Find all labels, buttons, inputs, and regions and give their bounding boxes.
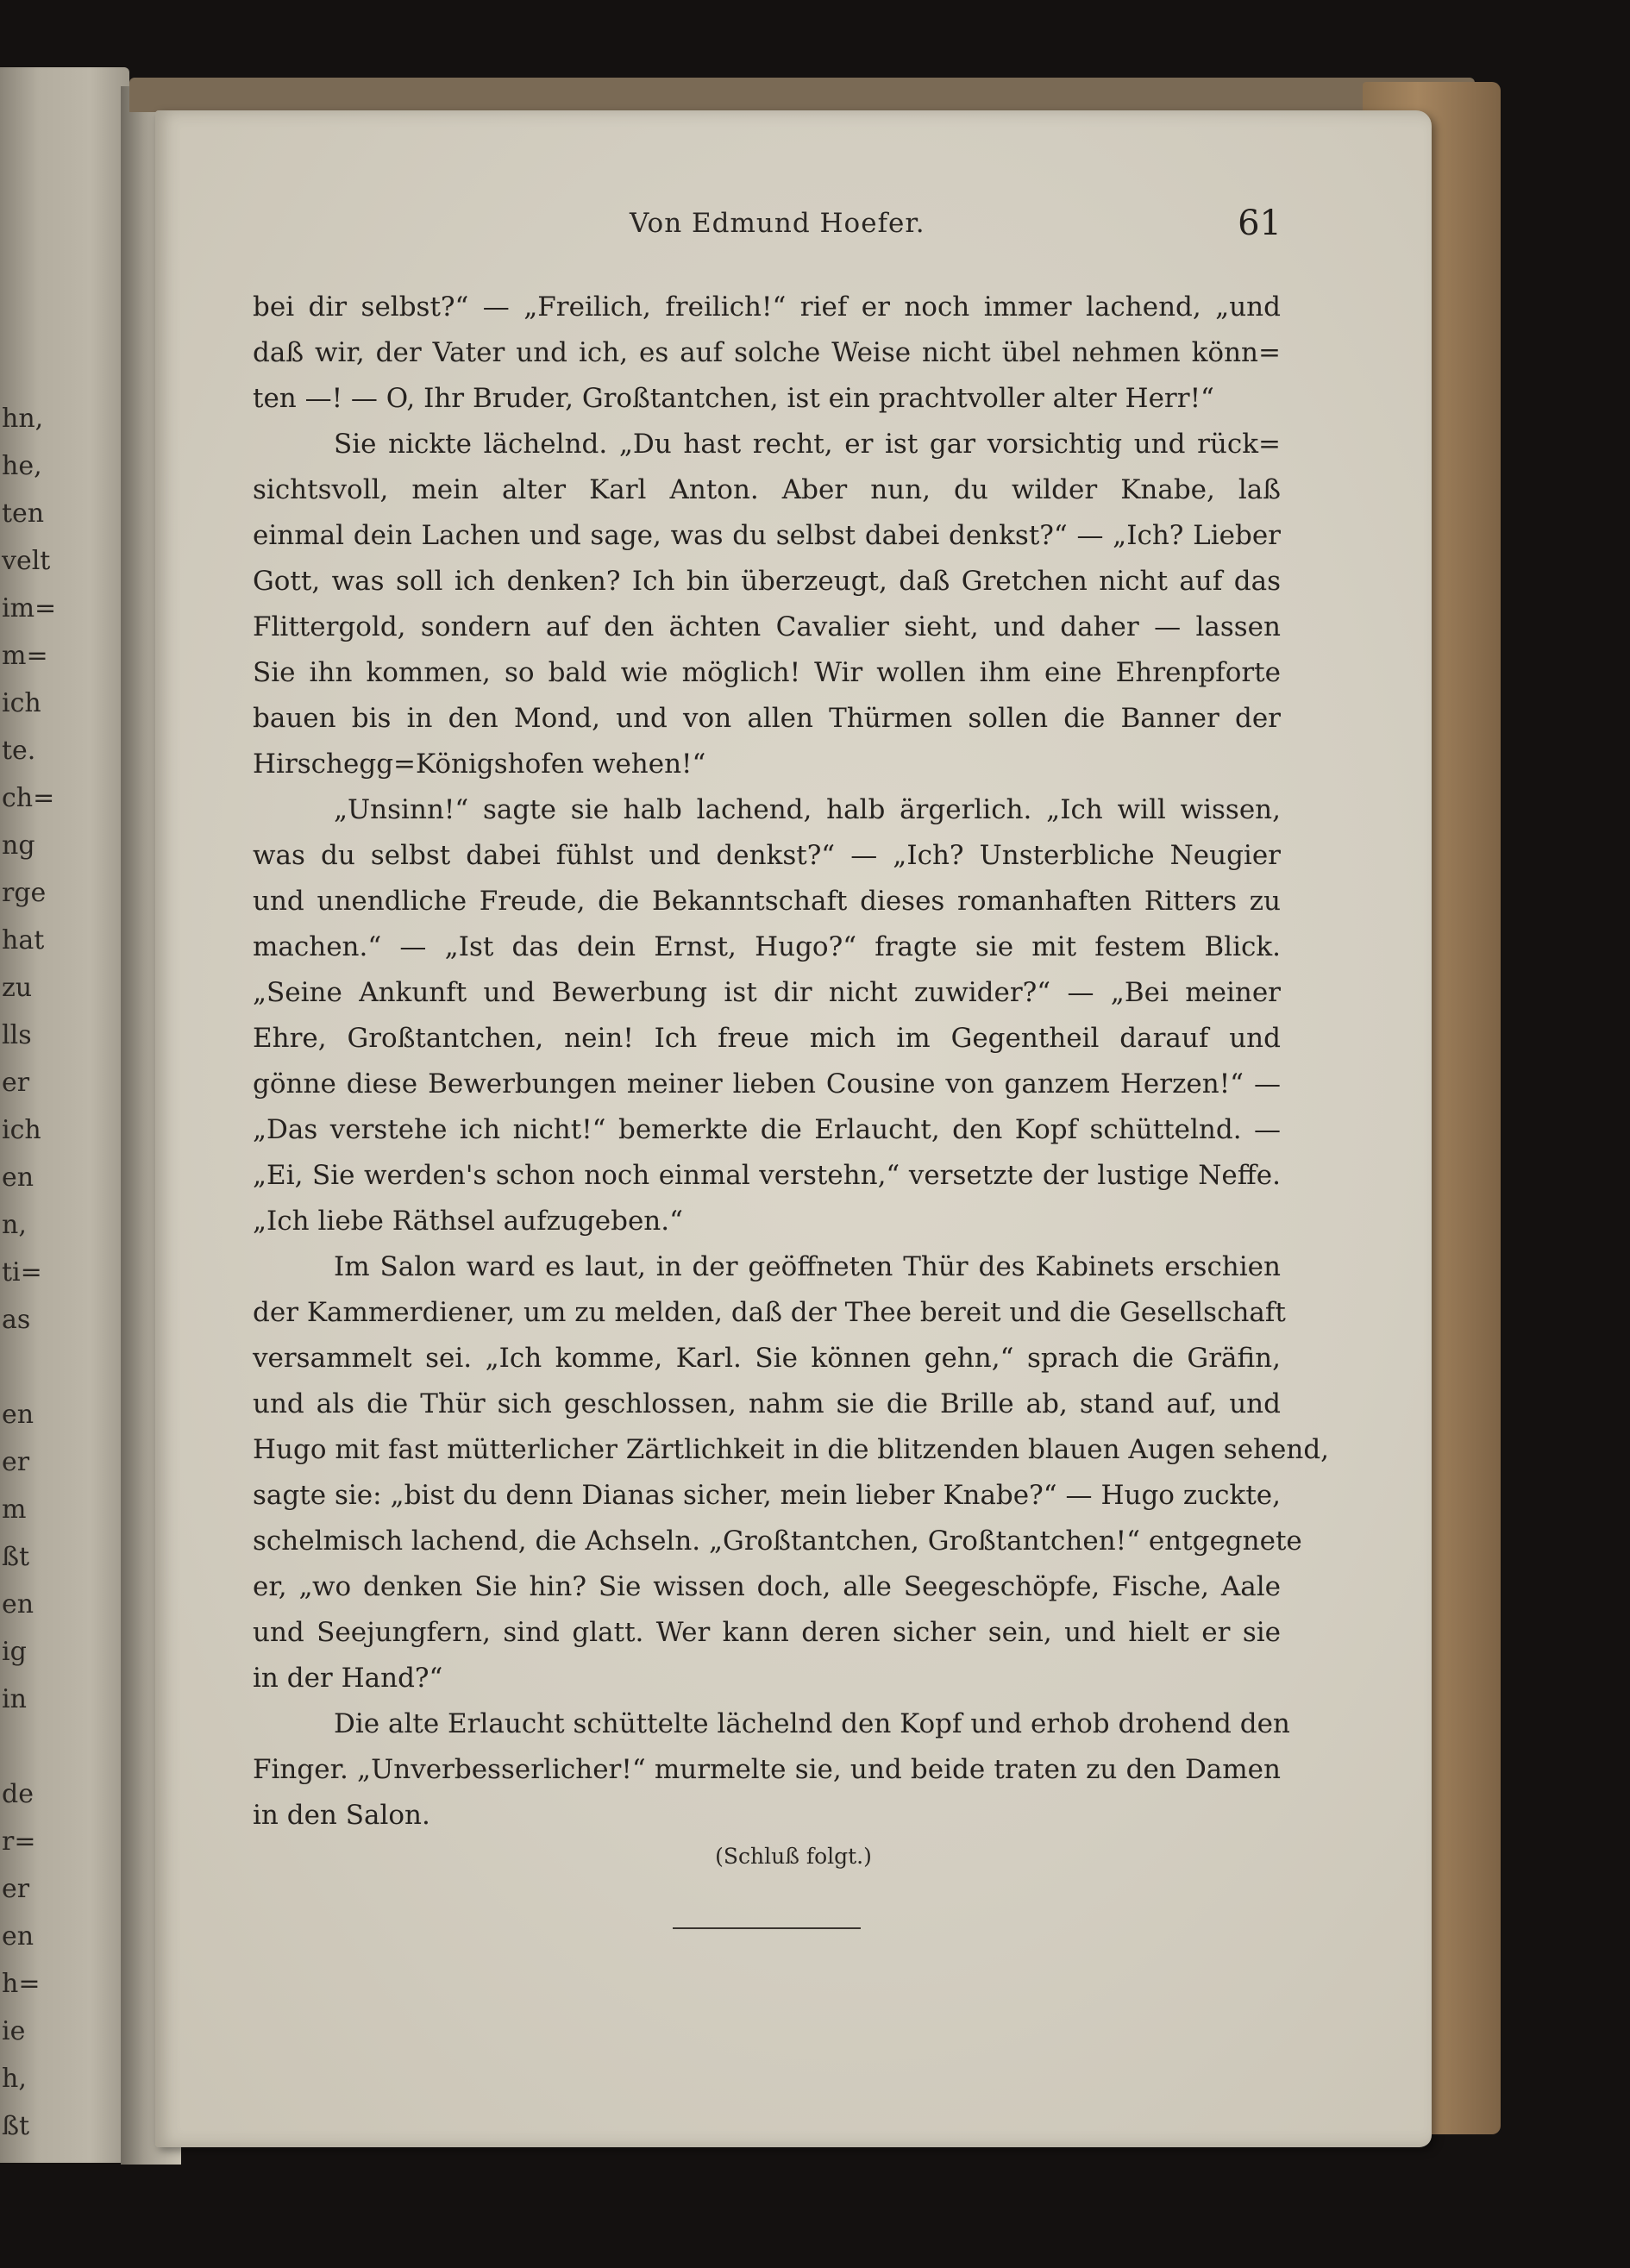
text-line: und als die Thür sich geschlossen, nahm sie die Brille ab, stand auf, und bbox=[253, 1388, 1281, 1419]
left-fragment: as bbox=[2, 1305, 31, 1335]
text-line: Sie nickte lächelnd. „Du hast recht, er ist gar vorsichtig und rück= bbox=[334, 429, 1281, 460]
text-line: Finger. „Unverbesserlicher!“ murmelte sie, und beide traten zu den Damen bbox=[253, 1754, 1281, 1785]
text-line: in den Salon. bbox=[253, 1800, 430, 1831]
text-line: „Das verstehe ich nicht!“ bemerkte die Erlaucht, den Kopf schüttelnd. — bbox=[253, 1114, 1281, 1145]
left-fragment: er bbox=[2, 1874, 30, 1904]
left-fragment: ig bbox=[2, 1637, 27, 1667]
text-line: „Seine Ankunft und Bewerbung ist dir nicht zuwider?“ — „Bei meiner bbox=[253, 977, 1281, 1008]
text-line: Sie ihn kommen, so bald wie möglich! Wir wollen ihm eine Ehrenpforte bbox=[253, 657, 1281, 688]
end-rule bbox=[673, 1927, 861, 1929]
text-line: versammelt sei. „Ich komme, Karl. Sie können gehn,“ sprach die Gräfin, bbox=[253, 1343, 1281, 1374]
text-line: sagte sie: „bist du denn Dianas sicher, mein lieber Knabe?“ — Hugo zuckte, bbox=[253, 1480, 1281, 1511]
body-text bbox=[253, 285, 1330, 1839]
left-fragment: en bbox=[2, 1921, 34, 1952]
left-fragment: ie bbox=[2, 2016, 26, 2046]
text-line: ten —! — O, Ihr Bruder, Großtantchen, ist ein prachtvoller alter Herr!“ bbox=[253, 383, 1214, 414]
left-fragment bbox=[2, 1723, 36, 1770]
left-fragment: en bbox=[2, 1589, 34, 1620]
left-fragment: hn, bbox=[2, 404, 44, 434]
left-fragment: velt bbox=[2, 546, 51, 576]
left-fragment: m= bbox=[2, 641, 48, 671]
left-fragment: ich bbox=[2, 688, 41, 718]
text-line: und unendliche Freude, die Bekanntschaft dieses romanhaften Ritters zu bbox=[253, 886, 1281, 917]
left-fragment: er bbox=[2, 1068, 30, 1098]
left-fragment: en bbox=[2, 1162, 34, 1193]
left-fragment: ti= bbox=[2, 1257, 42, 1287]
left-fragment: im= bbox=[2, 593, 57, 623]
left-fragment: ch= bbox=[2, 783, 55, 813]
left-fragment: rge bbox=[2, 878, 47, 908]
text-line: „Unsinn!“ sagte sie halb lachend, halb ärgerlich. „Ich will wissen, bbox=[334, 794, 1281, 825]
text-line: und Seejungfern, sind glatt. Wer kann deren sicher sein, und hielt er sie bbox=[253, 1617, 1281, 1648]
left-fragment bbox=[2, 1344, 36, 1391]
text-line: bauen bis in den Mond, und von allen Thürmen sollen die Banner der bbox=[253, 703, 1281, 734]
left-fragment: ßt bbox=[2, 1542, 30, 1572]
text-line: Hugo mit fast mütterlicher Zärtlichkeit in die blitzenden blauen Augen sehend, bbox=[253, 1434, 1330, 1465]
text-line: Die alte Erlaucht schüttelte lächelnd den Kopf und erhob drohend den bbox=[334, 1708, 1290, 1739]
left-fragment: h= bbox=[2, 1969, 41, 1999]
left-fragment: de bbox=[2, 1779, 34, 1809]
left-fragment: ng bbox=[2, 830, 35, 861]
left-fragment: ich bbox=[2, 1115, 41, 1145]
text-line: er, „wo denken Sie hin? Sie wissen doch, alle Seegeschöpfe, Fische, Aale bbox=[253, 1571, 1281, 1602]
text-line: „Ei, Sie werden's schon noch einmal verstehn,“ versetzte der lustige Neffe. bbox=[253, 1160, 1281, 1191]
left-fragment: lls bbox=[2, 1020, 32, 1050]
text-line: bei dir selbst?“ — „Freilich, freilich!“ rief er noch immer lachend, „und bbox=[253, 291, 1281, 323]
running-head: Von Edmund Hoefer. bbox=[630, 208, 925, 239]
cover-top-edge bbox=[129, 78, 1475, 112]
left-page-text-fragments bbox=[2, 395, 57, 2150]
continued-note: (Schluß folgt.) bbox=[715, 1844, 872, 1869]
text-line: Hirschegg=Königshofen wehen!“ bbox=[253, 749, 706, 780]
text-line: Ehre, Großtantchen, nein! Ich freue mich im Gegentheil darauf und bbox=[253, 1023, 1281, 1054]
left-facing-page bbox=[0, 67, 129, 2163]
text-line: schelmisch lachend, die Achseln. „Großtantchen, Großtantchen!“ entgegnete bbox=[253, 1526, 1302, 1557]
left-fragment: n, bbox=[2, 1210, 27, 1240]
text-line: einmal dein Lachen und sage, was du selbst dabei denkst?“ — „Ich? Lieber bbox=[253, 520, 1281, 551]
left-fragment: h, bbox=[2, 2064, 27, 2094]
text-line: daß wir, der Vater und ich, es auf solche Weise nicht übel nehmen könn= bbox=[253, 337, 1281, 368]
text-line: was du selbst dabei fühlst und denkst?“ — „Ich? Unsterbliche Neugier bbox=[253, 840, 1281, 871]
left-fragment: en bbox=[2, 1400, 34, 1430]
page-number: 61 bbox=[1238, 204, 1282, 243]
left-fragment: m bbox=[2, 1494, 27, 1525]
left-fragment: in bbox=[2, 1684, 27, 1714]
left-fragment: zu bbox=[2, 973, 33, 1003]
text-line: der Kammerdiener, um zu melden, daß der Thee bereit und die Gesellschaft bbox=[253, 1297, 1286, 1328]
text-line: gönne diese Bewerbungen meiner lieben Cousine von ganzem Herzen!“ — bbox=[253, 1068, 1281, 1100]
text-line: in der Hand?“ bbox=[253, 1663, 443, 1694]
left-fragment: he, bbox=[2, 451, 42, 481]
left-fragment: hat bbox=[2, 925, 45, 955]
left-fragment: ßt bbox=[2, 2111, 30, 2141]
text-line: machen.“ — „Ist das dein Ernst, Hugo?“ fragte sie mit festem Blick. bbox=[253, 931, 1281, 962]
left-fragment: er bbox=[2, 1447, 30, 1477]
text-line: „Ich liebe Räthsel aufzugeben.“ bbox=[253, 1206, 683, 1237]
left-fragment: ten bbox=[2, 498, 45, 529]
text-line: Gott, was soll ich denken? Ich bin überzeugt, daß Gretchen nicht auf das bbox=[253, 566, 1281, 597]
text-line: Im Salon ward es laut, in der geöffneten Thür des Kabinets erschien bbox=[334, 1251, 1281, 1282]
text-line: Flittergold, sondern auf den ächten Cavalier sieht, und daher — lassen bbox=[253, 611, 1281, 642]
right-page bbox=[155, 110, 1432, 2147]
left-fragment: te. bbox=[2, 736, 36, 766]
left-fragment: r= bbox=[2, 1826, 36, 1857]
text-line: sichtsvoll, mein alter Karl Anton. Aber nun, du wilder Knabe, laß bbox=[253, 474, 1281, 505]
